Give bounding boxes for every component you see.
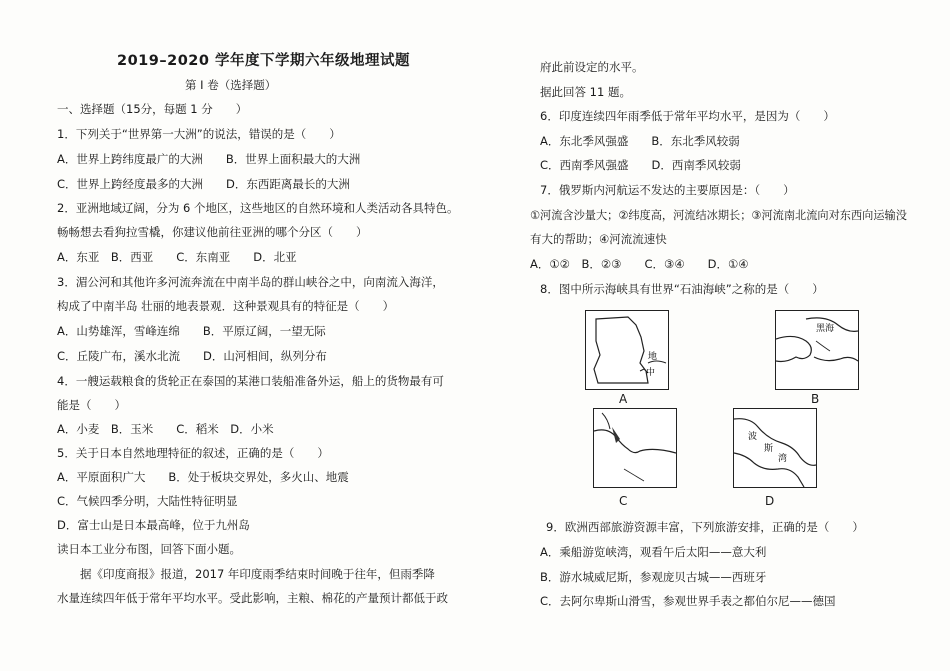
option-line: A．①② B．②③ C．③④ D．①④ (530, 257, 749, 271)
option-line: B．游水城威尼斯，参观庞贝古城——西班牙 (540, 570, 767, 584)
option-line: C．西南季风强盛 D．西南季风较弱 (540, 158, 741, 172)
map-a-drawing (586, 311, 668, 389)
passage-line: 水量连续四年低于常年平均水平。受此影响，主粮、棉花的产量预计都低于政 (57, 591, 448, 605)
map-d (733, 408, 817, 488)
question-line: 2．亚洲地域辽阔，分为 6 个地区，这些地区的自然环境和人类活动各具特色。 (57, 201, 459, 215)
question-line: 3．湄公河和其他许多河流奔流在中南半岛的群山峡谷之中，向南流入海洋， (57, 275, 444, 289)
question-line: 能是（ ） (57, 398, 126, 412)
option-line: C．世界上跨经度最多的大洲 D．东西距离最长的大洲 (57, 177, 350, 191)
option-line: D．富士山是日本最高峰，位于九州岛 (57, 518, 250, 532)
map-c-drawing (594, 409, 676, 487)
question-line: 9．欧洲西部旅游资源丰富，下列旅游安排，正确的是（ ） (546, 520, 864, 534)
passage-line: 据《印度商报》报道，2017 年印度雨季结束时间晚于往年，但雨季降 (57, 567, 435, 581)
option-line: C．气候四季分明，大陆性特征明显 (57, 494, 238, 508)
option-line: C．丘陵广布，溪水北流 D．山河相间，纵列分布 (57, 349, 327, 363)
instruction-line: 据此回答 11 题。 (540, 85, 631, 99)
map-c (593, 408, 677, 488)
map-label-a: A (619, 392, 628, 406)
option-line: A．东北季风强盛 B．东北季风较弱 (540, 134, 740, 148)
option-line: A．乘船游览峡湾，观看午后太阳——意大利 (540, 545, 767, 559)
map-label-c: C (619, 494, 628, 508)
question-line: 畅畅想去看狗拉雪橇，你建议他前往亚洲的哪个分区（ ） (57, 225, 368, 239)
map-a-text-2: 中 (646, 368, 656, 378)
option-line: A．山势雄浑，雪峰连绵 B．平原辽阔，一望无际 (57, 324, 326, 338)
question-line: 1．下列关于“世界第一大洲”的说法，错误的是（ ） (57, 127, 341, 141)
section-subtitle: 第 I 卷（选择题） (185, 78, 277, 92)
map-b (775, 310, 859, 390)
passage-line: 府此前设定的水平。 (540, 60, 644, 74)
map-b-text: 黑海 (816, 324, 835, 334)
question-line: 构成了中南半岛 壮丽的地表景观．这种景观具有的特征是（ ） (57, 299, 395, 313)
map-d-text-3: 湾 (778, 454, 788, 464)
question-line: 7．俄罗斯内河航运不发达的主要原因是：（ ） (540, 183, 795, 197)
instruction-line: 读日本工业分布图，回答下面小题。 (57, 542, 241, 556)
map-d-drawing (734, 409, 816, 487)
question-line: 有大的帮助；④河流流速快 (530, 232, 667, 246)
question-line: 8．图中所示海峡具有世界“石油海峡”之称的是（ ） (540, 282, 824, 296)
map-d-text-1: 波 (748, 432, 758, 442)
question-line: ①河流含沙量大；②纬度高，河流结冰期长；③河流南北流向对东西向运输没 (530, 209, 907, 222)
option-line: A．平原面积广大 B．处于板块交界处，多火山、地震 (57, 470, 349, 484)
option-line: A．小麦 B．玉米 C．稻米 D．小米 (57, 422, 274, 436)
question-line: 4．一艘运载粮食的货轮正在泰国的某港口装船准备外运，船上的货物最有可 (57, 374, 444, 388)
map-b-drawing (776, 311, 858, 389)
map-label-b: B (811, 392, 820, 406)
strait-maps-figure (585, 310, 905, 520)
map-label-d: D (765, 494, 775, 508)
question-line: 6．印度连续四年雨季低于常年平均水平，是因为（ ） (540, 109, 835, 123)
map-a (585, 310, 669, 390)
option-line: A．东亚 B．西亚 C．东南亚 D．北亚 (57, 250, 297, 264)
map-a-text-1: 地 (648, 352, 658, 362)
option-line: A．世界上跨纬度最广的大洲 B．世界上面积最大的大洲 (57, 152, 361, 166)
section-heading: 一、选择题（15分，每题 1 分 ） (57, 102, 248, 116)
option-line: C．去阿尔卑斯山滑雪，参观世界手表之都伯尔尼——德国 (540, 594, 836, 608)
exam-title: 2019–2020 学年度下学期六年级地理试题 (117, 53, 411, 69)
map-d-text-2: 斯 (764, 444, 774, 454)
question-line: 5．关于日本自然地理特征的叙述，正确的是（ ） (57, 446, 329, 460)
